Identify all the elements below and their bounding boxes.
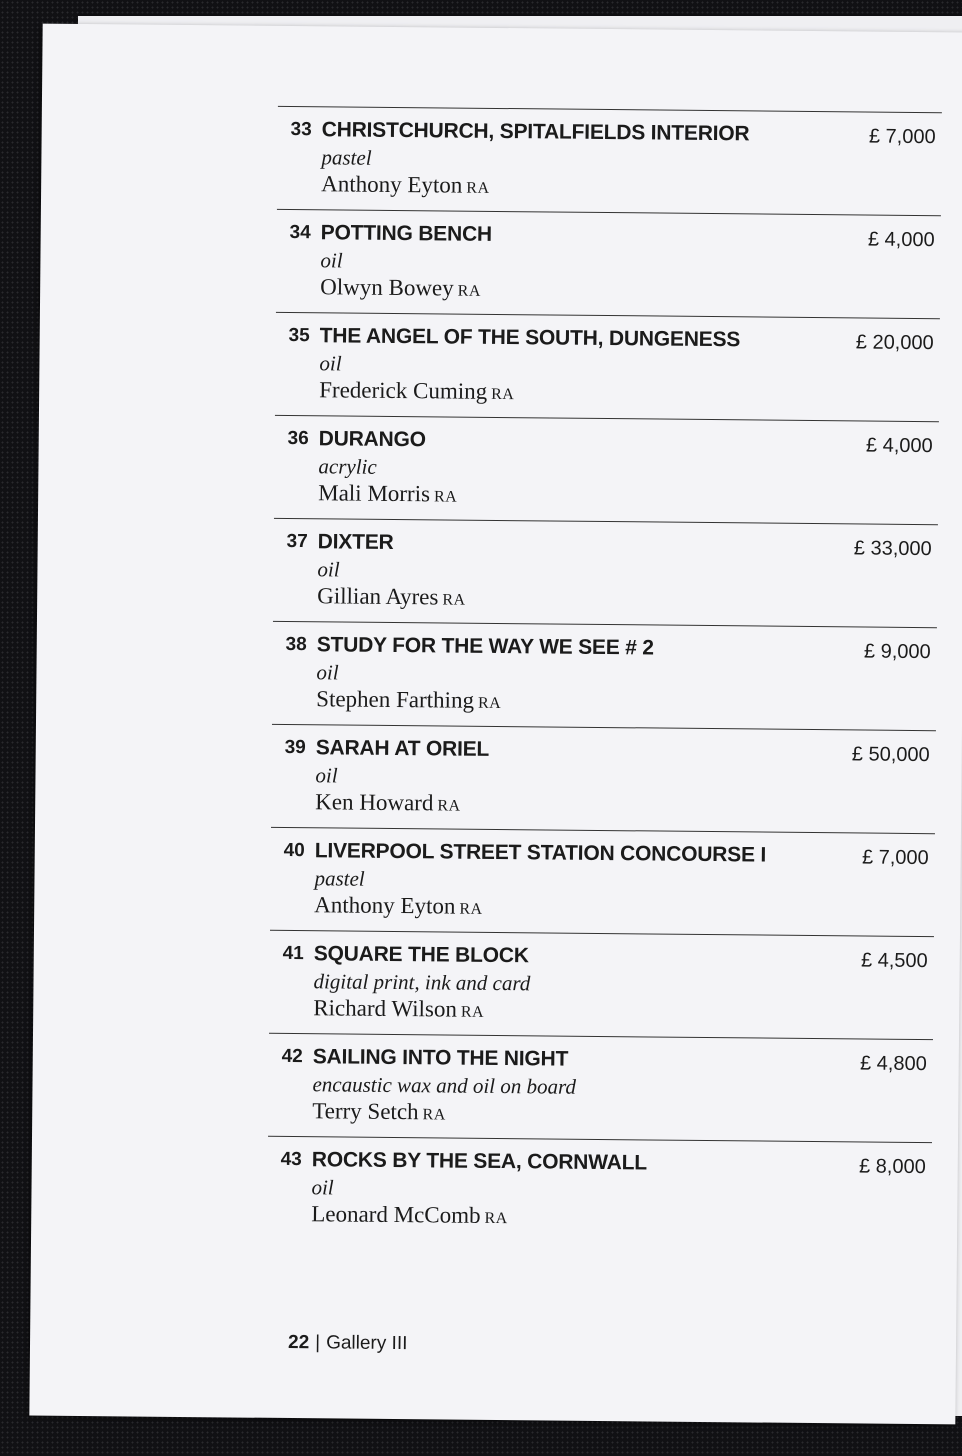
section-name: Gallery III — [326, 1332, 408, 1355]
entry-artist — [321, 171, 490, 199]
entry-medium: oil — [315, 763, 338, 788]
catalogue-entry — [269, 930, 934, 1039]
entry-artist — [311, 1201, 508, 1229]
artist-name: Richard Wilson — [313, 995, 458, 1022]
entry-title: POTTING BENCH — [320, 221, 493, 246]
entry-medium: acrylic — [318, 454, 377, 479]
entry-medium: oil — [320, 248, 343, 273]
entry-title: STUDY FOR THE WAY WE SEE # 2 — [316, 633, 654, 660]
entry-price: £ 4,800 — [859, 1052, 927, 1076]
artist-name: Gillian Ayres — [317, 583, 439, 610]
entry-price: £ 50,000 — [851, 743, 930, 767]
entry-price: £ 7,000 — [861, 846, 929, 870]
catalogue-entry — [277, 106, 942, 215]
entry-number: 35 — [288, 324, 310, 347]
entry-number: 37 — [286, 530, 308, 553]
artist-name: Olwyn Bowey — [320, 274, 454, 301]
entry-artist — [317, 583, 466, 610]
entry-number: 34 — [289, 221, 311, 244]
entry-artist — [313, 995, 484, 1023]
artist-name: Ken Howard — [315, 789, 434, 816]
page-number: 22 — [287, 1332, 310, 1354]
entry-medium: oil — [317, 557, 340, 582]
entry-medium: oil — [311, 1175, 334, 1200]
entry-title: SARAH AT ORIEL — [315, 736, 490, 761]
entry-number: 42 — [281, 1045, 303, 1068]
entry-title: SAILING INTO THE NIGHT — [312, 1045, 569, 1071]
artist-name: Mali Morris — [318, 480, 431, 507]
entry-number: 33 — [290, 118, 312, 141]
catalogue-entry — [270, 827, 935, 936]
catalogue-entry — [271, 724, 936, 833]
entry-title: ROCKS BY THE SEA, CORNWALL — [311, 1148, 648, 1175]
entry-artist — [320, 274, 481, 302]
catalogue-list — [267, 106, 942, 1245]
artist-suffix: RA — [442, 591, 466, 609]
artist-suffix: RA — [491, 385, 515, 404]
artist-name: Anthony Eyton — [321, 171, 463, 198]
artist-suffix: RA — [422, 1106, 446, 1124]
artist-name: Stephen Farthing — [316, 686, 475, 713]
entry-artist — [318, 480, 457, 507]
artist-suffix: RA — [457, 282, 481, 300]
entry-price: £ 8,000 — [858, 1155, 926, 1179]
entry-title: DURANGO — [318, 427, 426, 452]
artist-suffix: RA — [484, 1209, 508, 1228]
artist-name: Leonard McComb — [311, 1201, 481, 1228]
entry-artist — [319, 377, 514, 405]
entry-title: CHRISTCHURCH, SPITALFIELDS INTERIOR — [321, 118, 750, 146]
artist-suffix: RA — [433, 488, 458, 506]
entry-title: THE ANGEL OF THE SOUTH, DUNGENESS — [319, 324, 741, 352]
page-footer — [288, 1332, 408, 1355]
entry-price: £ 7,000 — [868, 125, 936, 149]
catalogue-page — [29, 24, 962, 1425]
entry-number: 38 — [285, 633, 307, 656]
artist-suffix: RA — [477, 694, 502, 713]
catalogue-entry — [276, 209, 941, 318]
entry-artist — [314, 892, 483, 920]
entry-title: LIVERPOOL STREET STATION CONCOURSE I — [314, 839, 767, 867]
entry-artist — [316, 686, 501, 714]
artist-name: Terry Setch — [312, 1098, 419, 1125]
entry-medium: pastel — [314, 866, 365, 891]
catalogue-entry — [272, 621, 937, 730]
entry-price: £ 4,000 — [865, 434, 933, 458]
entry-artist — [312, 1098, 446, 1125]
entry-number: 40 — [283, 839, 305, 862]
entry-number: 41 — [282, 942, 304, 965]
catalogue-entry — [274, 415, 939, 524]
artist-suffix: RA — [460, 1003, 485, 1021]
entry-medium: digital print, ink and card — [313, 969, 531, 996]
entry-number: 39 — [284, 736, 306, 759]
entry-price: £ 33,000 — [853, 537, 932, 561]
entry-price: £ 9,000 — [863, 640, 931, 664]
artist-suffix: RA — [459, 900, 483, 918]
catalogue-entry — [275, 312, 940, 421]
footer-separator: | — [315, 1332, 321, 1354]
entry-medium: oil — [319, 351, 342, 376]
entry-medium: oil — [316, 660, 339, 685]
artist-name: Anthony Eyton — [314, 892, 456, 919]
artist-suffix: RA — [466, 179, 490, 197]
catalogue-entry — [267, 1136, 932, 1245]
entry-medium: encaustic wax and oil on board — [312, 1072, 577, 1099]
entry-medium: pastel — [321, 145, 372, 170]
artist-suffix: RA — [437, 797, 461, 815]
entry-title: SQUARE THE BLOCK — [313, 942, 529, 968]
artist-name: Frederick Cuming — [319, 377, 488, 404]
entry-number: 36 — [287, 427, 309, 450]
entry-price: £ 4,500 — [860, 949, 928, 973]
entry-artist — [315, 789, 461, 816]
entry-number: 43 — [280, 1148, 302, 1171]
entry-price: £ 4,000 — [867, 228, 935, 252]
entry-price: £ 20,000 — [855, 331, 934, 355]
entry-title: DIXTER — [317, 530, 394, 554]
catalogue-entry — [273, 518, 938, 627]
catalogue-entry — [268, 1033, 933, 1142]
